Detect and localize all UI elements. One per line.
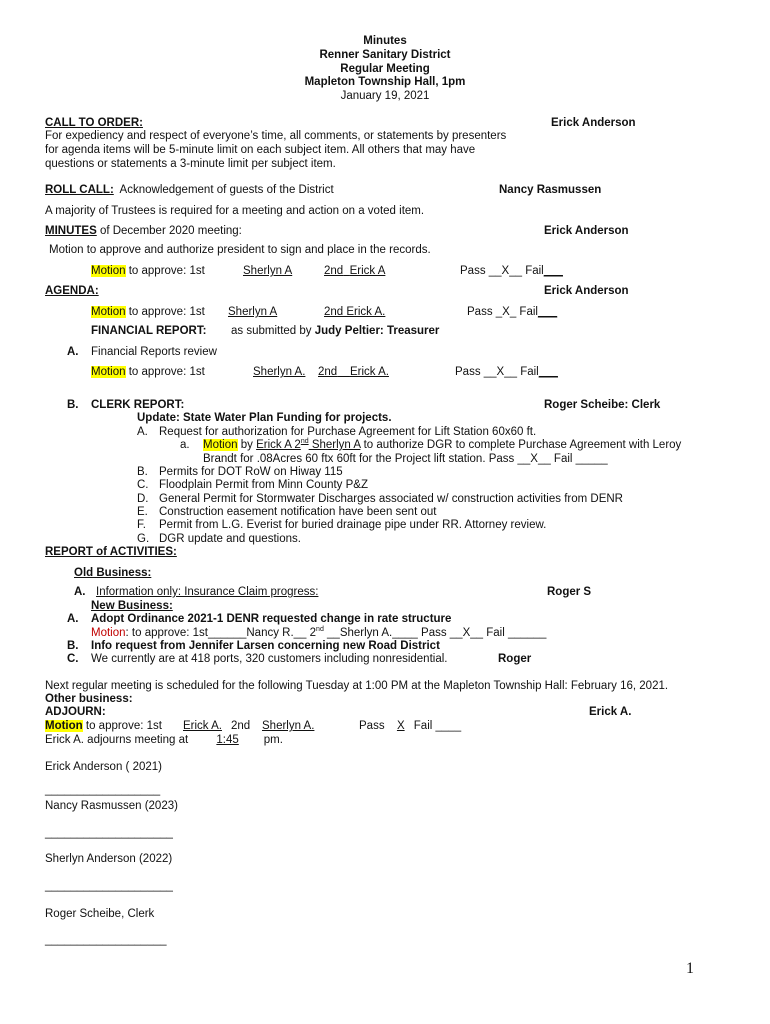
adjourn-speaker: Erick A. (589, 706, 632, 718)
agenda-vote (467, 305, 557, 319)
clerk-item-letter: B. (137, 466, 148, 478)
clerk-letter: B. (67, 399, 79, 411)
call-to-order-line: For expediency and respect of everyone’s time, all comments, or statements by presenters (45, 130, 507, 142)
minutes-motion (91, 264, 205, 278)
vote-fail: ___ (538, 366, 558, 378)
clerk-item-text: General Permit for Stormwater Discharges associated w/ construction activities from DENR (159, 493, 623, 505)
road-district-text: Info request from Jennifer Larsen concerning new Road District (91, 640, 440, 652)
ordinance-motion (91, 626, 546, 640)
second-value: Erick A (349, 265, 386, 277)
old-business-heading: Old Business: (74, 567, 152, 579)
adjourn-time: 1:45 (216, 734, 239, 746)
motion-by: by (240, 439, 257, 451)
motion-highlight: Motion (203, 439, 238, 451)
adjourn-time-line (45, 733, 283, 747)
signature-line: ____________________ (45, 827, 173, 839)
agenda-motion (91, 305, 205, 319)
adjourn-first: Erick A. (183, 720, 222, 732)
financial-second (318, 365, 428, 379)
clerk-item-text: Floodplain Permit from Minn County P&Z (159, 479, 368, 491)
vote-pass-mark: X (396, 720, 405, 732)
signature-line: ___________________ (45, 934, 167, 946)
adjourn-motion (45, 719, 162, 733)
motion-approve: to approve: 1st (125, 366, 205, 378)
insurance-claim: Information only: Insurance Claim progress: (96, 586, 319, 598)
motion-second: Sherlyn A (308, 439, 361, 451)
call-to-order-heading: CALL TO ORDER: (45, 117, 143, 129)
vote-fail: ___ (537, 306, 558, 318)
second-value: Erick A. (349, 366, 389, 378)
financial-motion (91, 365, 205, 379)
call-to-order-line: questions or statements a 3-minute limit per subject item. (45, 158, 336, 170)
agenda-heading: AGENDA: (45, 285, 99, 297)
ordinance-title: Adopt Ordinance 2021-1 DENR requested change in rate structure (91, 613, 452, 625)
ordinance-motion-tail: __Sherlyn A.____ Pass __X__ Fail ______ (323, 627, 547, 639)
ports-letter: C. (67, 653, 79, 665)
signature-line: ____________________ (45, 880, 173, 892)
clerk-item-text: Permit from L.G. Everist for buried drainage pipe under RR. Attorney review. (159, 519, 547, 531)
insurance-letter: A. (74, 586, 86, 598)
page-number: 1 (686, 960, 694, 977)
ports-text: We currently are at 418 ports, 320 customers including nonresidential. (91, 653, 448, 665)
financial-first: Sherlyn A. (253, 366, 306, 378)
adjourn-text: Erick A. adjourns meeting at (45, 734, 189, 746)
motion-approve: to approve: 1st (82, 720, 162, 732)
clerk-item-letter: G. (137, 533, 150, 545)
clerk-item-letter: D. (137, 493, 149, 505)
clerk-subitem-letter: a. (180, 439, 190, 451)
activities-heading: REPORT of ACTIVITIES: (45, 546, 177, 558)
clerk-subitem-motion (203, 438, 681, 452)
ports-speaker: Roger (498, 653, 532, 665)
next-meeting: Next regular meeting is scheduled for the following Tuesday at 1:00 PM at the Mapleton Township Hall: February 16, 2021. (45, 680, 669, 692)
motion-approve: to approve: 1st (125, 306, 205, 318)
clerk-subitem-line2: Brandt for .08Acres 60 ftx 60ft for the Project lift station. Pass __X__ Fail _____ (203, 453, 608, 465)
minutes-item (45, 224, 242, 238)
roll-call-text: Acknowledgement of guests of the District (119, 184, 334, 196)
clerk-item-letter: F. (137, 519, 146, 531)
water-plan-update: Update: State Water Plan Funding for projects. (137, 412, 392, 424)
motion-highlight: Motion (91, 366, 126, 378)
vote-fail: ___ (543, 265, 563, 277)
agenda-speaker: Erick Anderson (544, 285, 629, 297)
minutes-second-line (324, 264, 448, 278)
signature-name: Erick Anderson ( 2021) (45, 761, 162, 773)
motion-highlight: Motion (91, 306, 126, 318)
call-to-order-speaker: Erick Anderson (551, 117, 636, 129)
agenda-first: Sherlyn A (228, 306, 278, 318)
clerk-item-text: Request for authorization for Purchase Agreement for Lift Station 60x60 ft. (159, 426, 537, 438)
motion-highlight: Motion (45, 720, 83, 732)
road-district-letter: B. (67, 640, 79, 652)
clerk-item-letter: A. (137, 426, 148, 438)
minutes-vote (460, 264, 563, 278)
ordinal-suffix: nd (316, 626, 324, 634)
minutes-first: Sherlyn A (243, 265, 293, 277)
minutes-speaker: Erick Anderson (544, 225, 629, 237)
financial-report-label: FINANCIAL REPORT: (91, 325, 207, 337)
clerk-item-text: DGR update and questions. (159, 533, 301, 545)
adjourn-vote (359, 719, 461, 733)
vote-pass: Pass _X_ Fail (467, 306, 538, 318)
adjourn-heading: ADJOURN: (45, 706, 106, 718)
signature-name: Nancy Rasmussen (2023) (45, 800, 178, 812)
financial-title: Financial Reports review (91, 346, 217, 358)
roll-call-speaker: Nancy Rasmussen (499, 184, 602, 196)
clerk-item-letter: E. (137, 506, 148, 518)
ordinal-suffix: nd (300, 438, 309, 446)
clerk-item-text: Construction easement notification have been sent out (159, 506, 437, 518)
motion-red: Motion (91, 627, 126, 639)
adjourn-second-label: 2nd (231, 720, 251, 732)
second-label: 2nd (318, 366, 338, 378)
doc-title: Minutes (363, 35, 407, 47)
insurance-speaker: Roger S (547, 586, 592, 598)
new-business-heading: New Business: (91, 600, 173, 612)
roll-call-heading: ROLL CALL: (45, 184, 114, 196)
adjourn-pm: pm. (263, 734, 283, 746)
treasurer-name: Judy Peltier: Treasurer (314, 325, 440, 337)
vote-pass-label: Pass (359, 720, 385, 732)
meeting-type: Regular Meeting (340, 63, 430, 75)
signature-name: Sherlyn Anderson (2022) (45, 853, 173, 865)
minutes-motion-text: Motion to approve and authorize president to sign and place in the records. (49, 244, 431, 256)
minutes-heading: MINUTES (45, 225, 97, 237)
other-business: Other business: (45, 693, 133, 705)
clerk-item-letter: C. (137, 479, 149, 491)
financial-vote (455, 365, 558, 379)
clerk-title: CLERK REPORT: (91, 399, 185, 411)
minutes-text: of December 2020 meeting: (96, 225, 242, 237)
signature-name: Roger Scheibe, Clerk (45, 908, 155, 920)
adjourn-second: Sherlyn A. (262, 720, 315, 732)
clerk-item-text: Permits for DOT RoW on Hiway 115 (159, 466, 343, 478)
meeting-location: Mapleton Township Hall, 1pm (304, 76, 466, 88)
motion-highlight: Motion (91, 265, 126, 277)
clerk-speaker: Roger Scheibe: Clerk (544, 399, 661, 411)
ordinance-letter: A. (67, 613, 79, 625)
motion-approve: to approve: 1st (125, 265, 205, 277)
financial-letter: A. (67, 346, 79, 358)
minutes-second (324, 264, 448, 278)
vote-fail: Fail ____ (413, 720, 462, 732)
district-name: Renner Sanitary District (319, 49, 451, 61)
vote-pass: Pass __X__ Fail (460, 265, 544, 277)
vote-pass: Pass __X__ Fail (455, 366, 539, 378)
call-to-order-line: for agenda items will be 5-minute limit on each subject item. All others that may have (45, 144, 476, 156)
second-label: 2nd (324, 265, 344, 277)
meeting-date: January 19, 2021 (340, 90, 430, 102)
quorum-note: A majority of Trustees is required for a meeting and action on a voted item. (45, 205, 425, 217)
motion-rest: to authorize DGR to complete Purchase Agreement with Leroy (360, 439, 682, 451)
financial-text: as submitted by (231, 325, 315, 337)
roll-call (45, 183, 334, 197)
signature-line: __________________ (45, 784, 161, 796)
motion-first: Erick A 2 (256, 439, 301, 451)
ordinance-motion-rest: : to approve: 1st______Nancy R.__ 2 (125, 627, 317, 639)
financial-report-by (231, 324, 439, 338)
agenda-second: 2nd Erick A. (324, 306, 386, 318)
